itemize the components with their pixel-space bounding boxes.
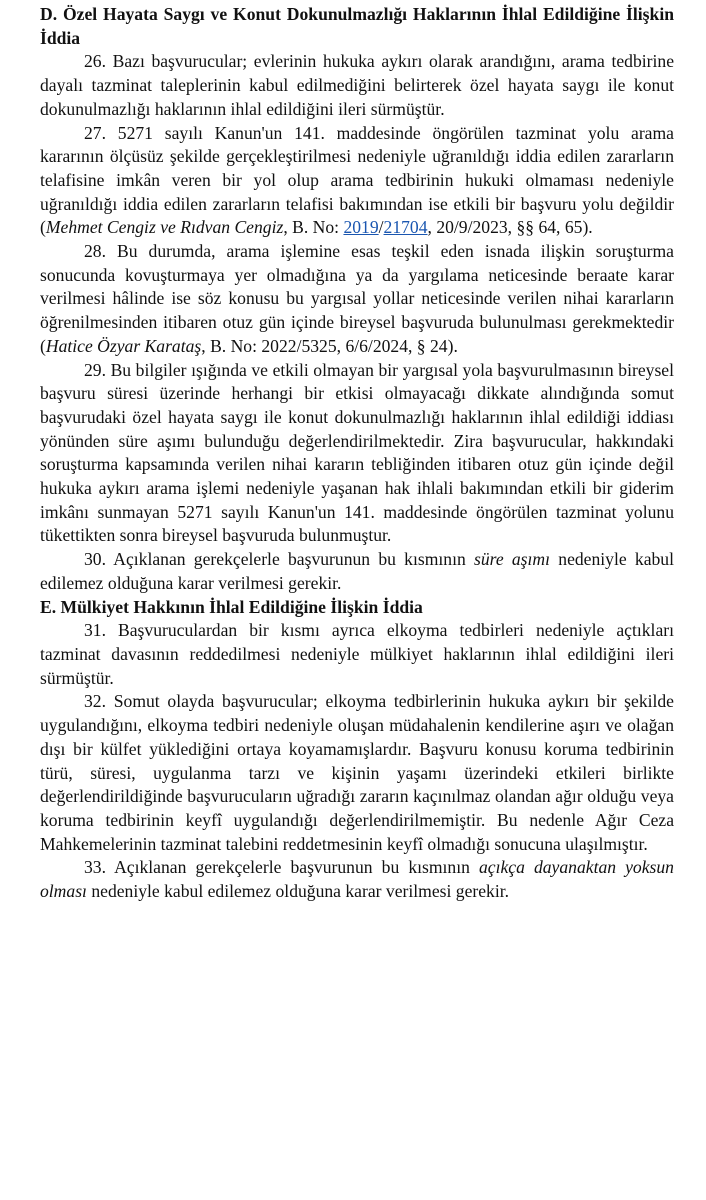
paragraph-31 bbox=[40, 619, 674, 690]
application-number-year-link[interactable]: 2019 bbox=[343, 217, 379, 238]
section-d-heading: D. Özel Hayata Saygı ve Konut Dokunulmazlığı Haklarının İhlal Edildiğine İlişkin İddia bbox=[40, 4, 674, 48]
paragraph-33-emphasis: açıkça dayanaktan yoksun olması bbox=[40, 857, 674, 902]
paragraph-31-text: 31. Başvuruculardan bir kısmı ayrıca elkoyma tedbirleri nedeniyle açtıkları tazminat davasının reddedilmesi nedeniyle mülkiyet haklarının ihlal edildiğini ileri sürmüştür. bbox=[40, 620, 674, 688]
paragraph-32-text: 32. Somut olayda başvurucular; elkoyma tedbirlerinin hukuka aykırı bir şekilde uygulandığını, elkoyma tedbiri nedeniyle oluşan müdahalenin kendilerine aşırı ve olağan dışı bir külfet yüklediğini ortaya koyamamışlardır. Başvuru konusu koruma tedbirinin türü, süresi, uygulanma tarzı ve kişinin yaşamı üzerindeki etkileri birlikte değerlendirildiğinde başvurucuların uğradığı zararın kaçınılmaz olandan ağır olduğu veya koruma tedbirinin keyfî uygulandığı değerlendirilmemiştir. Bu nedenle Ağır Ceza Mahkemelerinin tazminat talebini reddetmesinin keyfî olmadığı sonucuna ulaşılmıştır. bbox=[40, 691, 674, 854]
paragraph-30 bbox=[40, 548, 674, 595]
paragraph-33-text-before: 33. Açıklanan gerekçelerle başvurunun bu kısmının bbox=[84, 857, 479, 878]
section-e-heading: E. Mülkiyet Hakkının İhlal Edildiğine İlişkin İddia bbox=[40, 596, 423, 617]
application-number-link[interactable]: 21704 bbox=[383, 217, 428, 238]
application-number-separator: / bbox=[378, 217, 384, 238]
paragraph-29-text: 29. Bu bilgiler ışığında ve etkili olmayan bir yargısal yola başvurulmasının bireysel başvuru süresi üzerinde herhangi bir etkisi olmayacağı dikkate alındığında somut başvurudaki özel hayata saygı ile konut dokunulmazlığı haklarının ihlal edildiği iddiası yönünden süre aşımı bulunduğu değerlendirilmektedir. Zira başvurucular, hakkındaki soruşturma kapsamında verilen nihai kararın tebliğinden itibaren otuz gün içinde değil hukuka aykırı arama işlemi nedeniyle yaşanan hak ihlali bakımından etkili bir giderim imkânı sunmayan 5271 sayılı Kanun'un 141. maddesinde öngörülen tazminat yolunu tükettikten sonra bireysel başvuruda bulunmuştur. bbox=[40, 359, 674, 546]
paragraph-28-citation-tail: , B. No: 2022/5325, 6/6/2024, § 24). bbox=[201, 335, 458, 356]
paragraph-28-text: 28. Bu durumda, arama işlemine esas teşkil eden isnada ilişkin soruşturma sonucunda kovuşturmaya yer olmadığına ya da yargılama neticesinde beraate karar verilmesi hâlinde ise söz konusu bu yargısal yollar neticesinde verilen nihai kararların öğrenilmesinden itibaren otuz gün içinde bireysel başvuruda bulunulması gerekmektedir ( bbox=[40, 241, 674, 356]
paragraph-27-citation-tail: , B. No: bbox=[283, 217, 344, 238]
paragraph-28-citation: Hatice Özyar Karataş bbox=[45, 335, 202, 356]
paragraph-27-text: 27. 5271 sayılı Kanun'un 141. maddesinde öngörülen tazminat yolu arama kararının ölçüsüz şekilde gerçekleştirilmesi nedeniyle uğranıldığı iddia edilen zararların telafisine imkân veren bir yol olup arama tedbirinin hukuki olmaması nedeniyle uğranıldığı iddia edilen zararların telafisi bakımından ise etkili bir başvuru yolu değildir ( bbox=[40, 122, 674, 238]
paragraph-27 bbox=[40, 122, 674, 241]
paragraph-28 bbox=[40, 240, 674, 359]
paragraph-30-emphasis: süre aşımı bbox=[474, 549, 551, 570]
paragraph-32 bbox=[40, 690, 674, 856]
paragraph-26 bbox=[40, 50, 674, 121]
paragraph-27-citation: Mehmet Cengiz ve Rıdvan Cengiz bbox=[45, 217, 284, 238]
paragraph-33 bbox=[40, 856, 674, 903]
paragraph-29 bbox=[40, 359, 674, 549]
paragraph-30-text-before: 30. Açıklanan gerekçelerle başvurunun bu kısmının bbox=[84, 549, 474, 570]
paragraph-27-after-link: , 20/9/2023, §§ 64, 65). bbox=[427, 217, 593, 238]
paragraph-26-text: 26. Bazı başvurucular; evlerinin hukuka aykırı olarak arandığını, arama tedbirine dayalı tazminat taleplerinin kabul edilmediğini belirterek özel hayata saygı ile konut dokunulmazlığı haklarının ihlal edildiğini ileri sürmüştür. bbox=[40, 51, 674, 119]
paragraph-33-text-after: nedeniyle kabul edilemez olduğuna karar verilmesi gerekir. bbox=[86, 881, 510, 902]
paragraph-30-text-after: nedeniyle kabul edilemez olduğuna karar verilmesi gerekir. bbox=[40, 549, 674, 593]
